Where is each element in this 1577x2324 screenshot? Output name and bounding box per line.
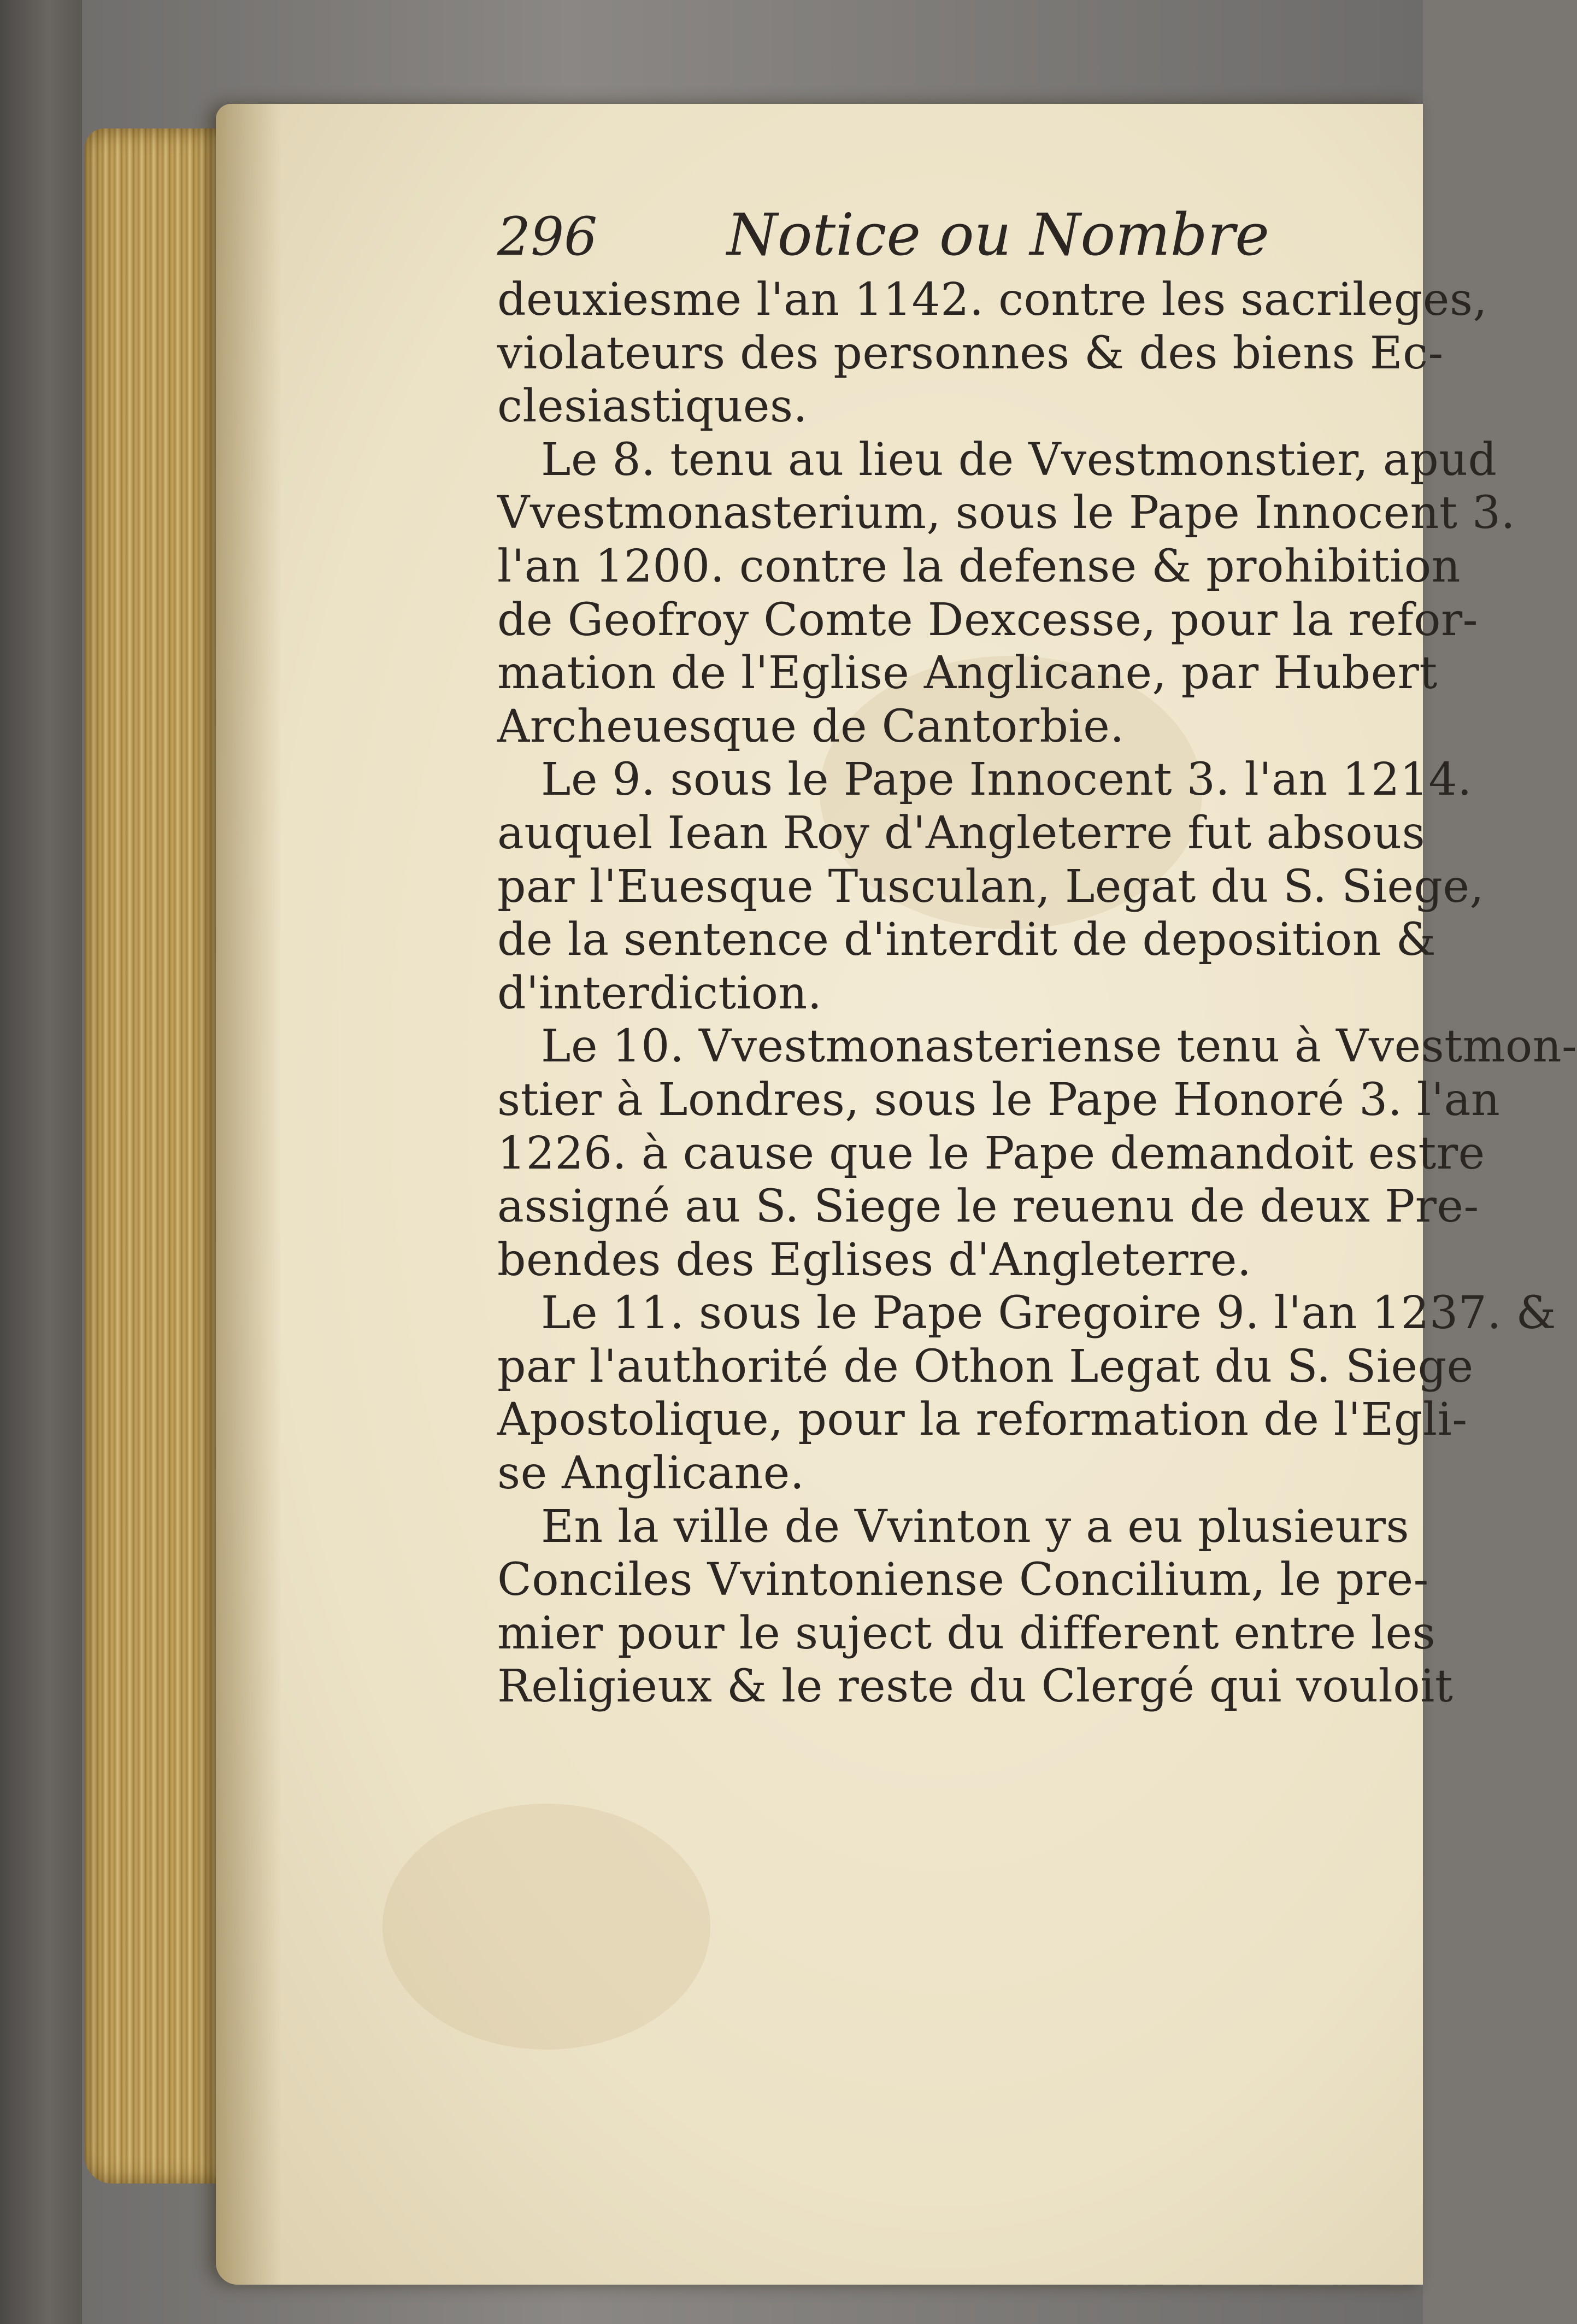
text-line: auquel Iean Roy d'Angleterre fut absous [497, 807, 1426, 859]
text-line: mation de l'Eglise Anglicane, par Hubert [497, 647, 1438, 700]
text-line: Vvestmonasterium, sous le Pape Innocent 3. [497, 487, 1516, 539]
page-gutter-shadow [216, 104, 281, 2285]
text-line: par l'Euesque Tusculan, Legat du S. Siege, [497, 860, 1485, 913]
text-line: Le 10. Vvestmonasteriense tenu à Vvestmon- [541, 1020, 1577, 1073]
text-line: Archeuesque de Cantorbie. [497, 700, 1125, 753]
text-line: Le 11. sous le Pape Gregoire 9. l'an 1237. & [541, 1287, 1556, 1340]
text-line: Conciles Vvintoniense Concilium, le pre- [497, 1554, 1429, 1606]
text-line: d'interdiction. [497, 967, 822, 1019]
text-line: violateurs des personnes & des biens Ec- [497, 327, 1444, 379]
book-binding [0, 0, 82, 2324]
text-line: Le 9. sous le Pape Innocent 3. l'an 1214. [541, 754, 1472, 806]
text-line: 1226. à cause que le Pape demandoit estre [497, 1127, 1485, 1179]
page-text [497, 197, 1577, 1713]
running-title: Notice ou Nombre [727, 201, 1269, 268]
text-line: se Anglicane. [497, 1447, 805, 1500]
text-line: clesiastiques. [497, 380, 808, 433]
text-line: En la ville de Vvinton y a eu plusieurs [541, 1500, 1410, 1553]
running-header [497, 197, 1393, 273]
text-line: Le 8. tenu au lieu de Vvestmonstier, apud [541, 433, 1497, 486]
body-text [497, 273, 1577, 1713]
text-line: Apostolique, pour la reformation de l'Egli- [497, 1394, 1468, 1446]
text-line: assigné au S. Siege le reuenu de deux Pre- [497, 1181, 1479, 1233]
text-line: stier à Londres, sous le Pape Honoré 3. l'an [497, 1073, 1500, 1126]
text-line: mier pour le suject du different entre les [497, 1607, 1436, 1659]
text-line: bendes des Eglises d'Angleterre. [497, 1234, 1252, 1286]
text-line: de Geofroy Comte Dexcesse, pour la refor- [497, 594, 1478, 646]
text-line: deuxiesme l'an 1142. contre les sacrileges, [497, 274, 1488, 326]
text-line: par l'authorité de Othon Legat du S. Siege [497, 1340, 1474, 1393]
page-edges [85, 128, 221, 2184]
text-line: l'an 1200. contre la defense & prohibition [497, 540, 1461, 592]
paper-stain [383, 1804, 710, 2050]
page-number: 296 [497, 206, 598, 267]
text-line: Religieux & le reste du Clergé qui vouloit [497, 1660, 1454, 1713]
text-line: de la sentence d'interdit de deposition & [497, 914, 1437, 966]
